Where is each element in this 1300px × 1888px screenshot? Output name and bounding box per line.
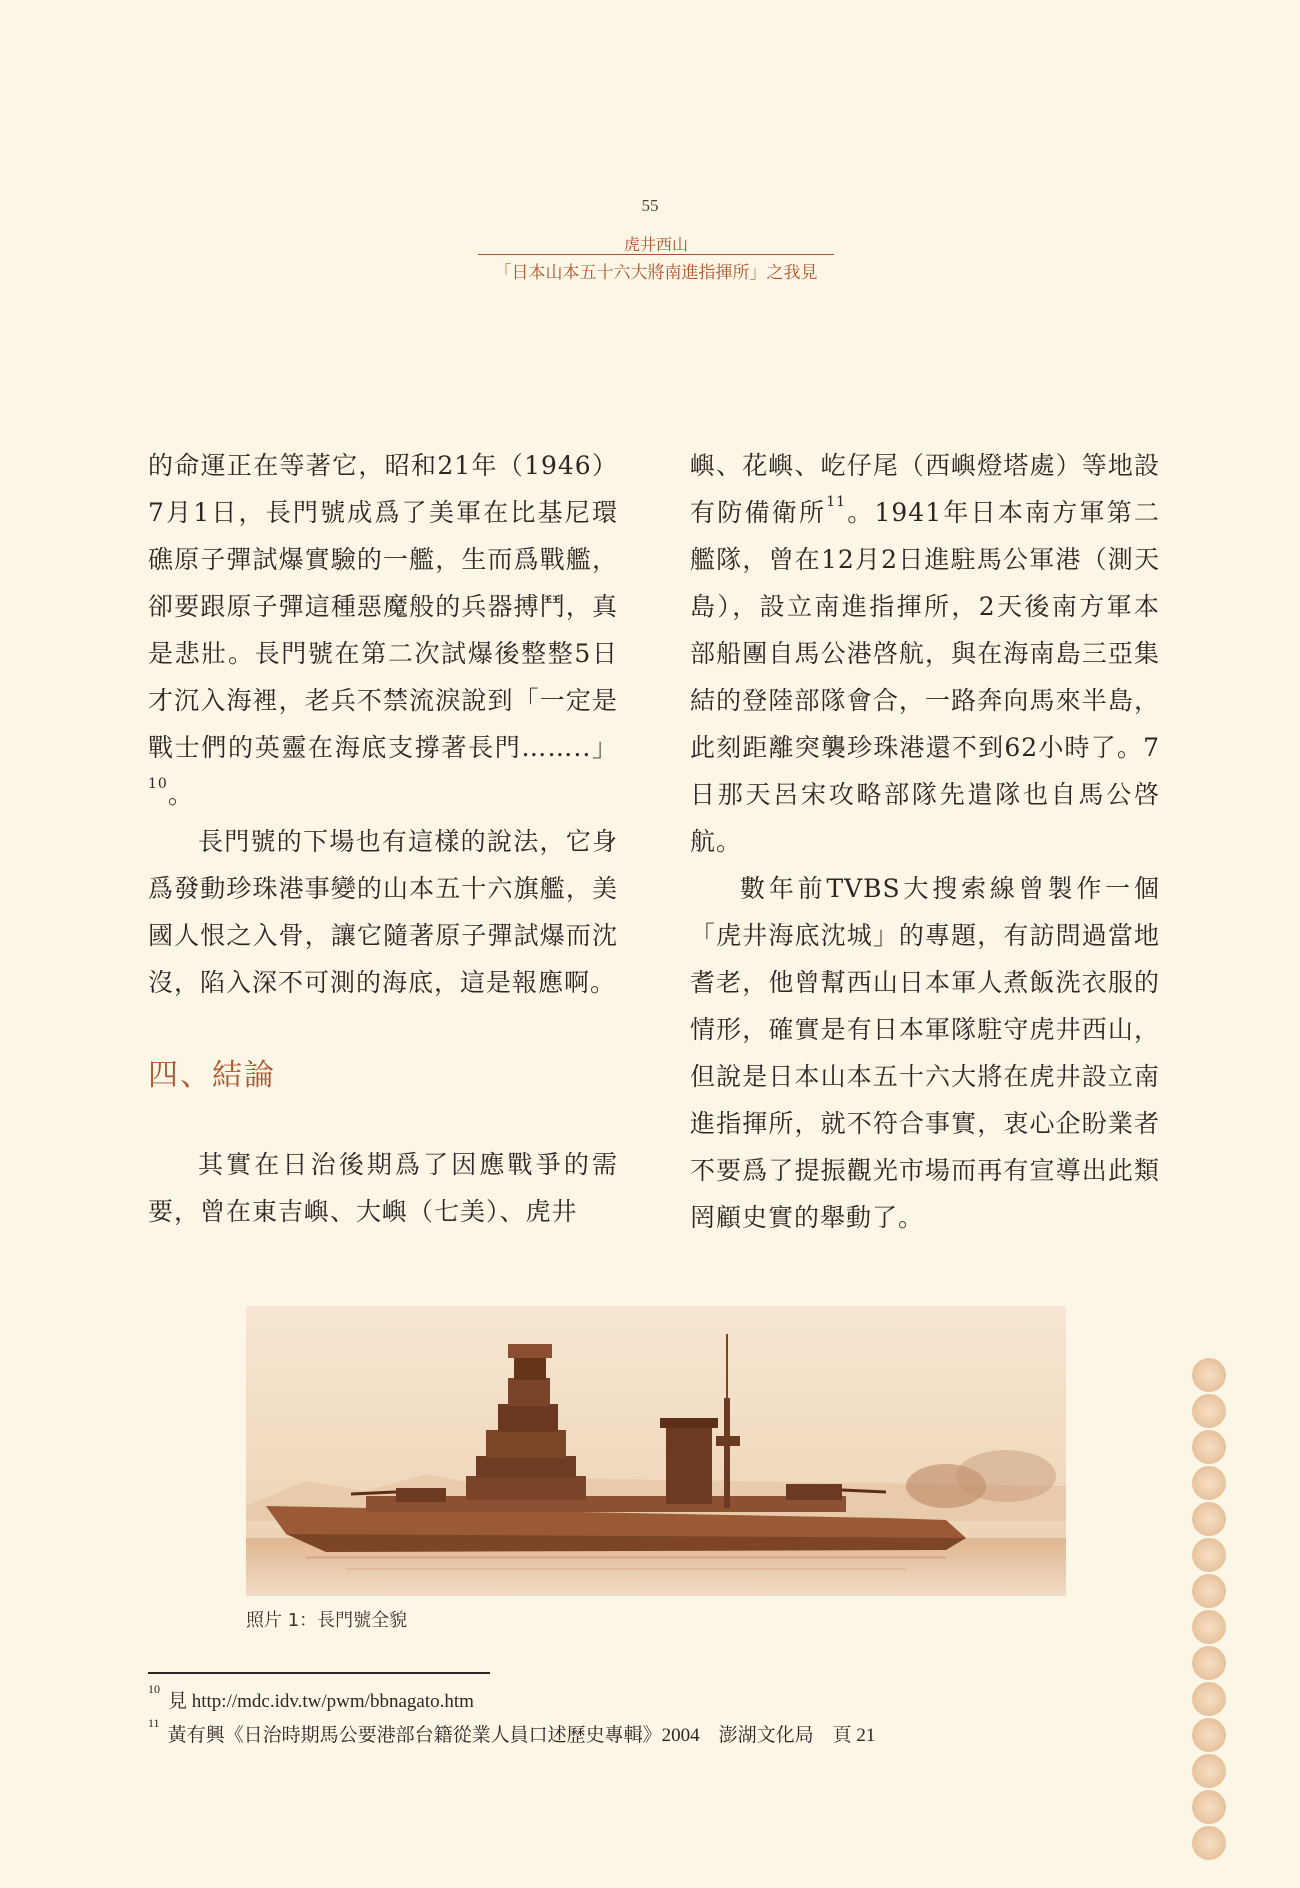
footnote-ref: 10 [148,775,168,792]
footnote-text: 見 http://mdc.idv.tw/pwm/bbnagato.htm [168,1691,474,1712]
ornament-icon [1192,1502,1226,1536]
ornament-icon [1192,1826,1226,1860]
photo-caption: 照片 1：長門號全貌 [246,1610,408,1631]
paragraph: 其實在日治後期爲了因應戰爭的需要，曾在東吉嶼、大嶼（七美）、虎井 [148,1150,618,1226]
right-column [690,442,1160,1241]
footnote [148,1681,474,1713]
footnote-text: 黃有興《日治時期馬公要港部台籍從業人員口述歷史專輯》2004 澎湖文化局 頁 21 [167,1725,876,1746]
paragraph: 長門號的下場也有這樣的說法，它身爲發動珍珠港事變的山本五十六旗艦，美國人恨之入骨，讓它隨著原子彈試爆而沈沒，陷入深不可測的海底，這是報應啊。 [148,827,618,997]
paragraph [690,442,1160,865]
footnote [148,1715,876,1747]
page-number: 55 [641,196,659,215]
ornament-icon [1192,1754,1226,1788]
paragraph [148,442,618,818]
paragraph-text: 的命運正在等著它，昭和21年（1946）7月1日，長門號成爲了美軍在比基尼環礁原子彈試爆實驗的一艦，生而爲戰艦，卻要跟原子彈這種惡魔般的兵器搏鬥，真是悲壯。長門號在第二次試爆後整整5日才沉入海裡，老兵不禁流淚說到「一定是戰士們的英靈在海底支撐著長門……..」 [148,451,618,762]
footnote-number: 11 [148,1715,160,1730]
running-head-title: 虎井西山 [623,235,688,254]
paragraph-text: 。1941年日本南方軍第二艦隊，曾在12月2日進駐馬公軍港（測天島），設立南進指揮所，2天後南方軍本部船團自馬公港啓航，與在海南島三亞集結的登陸部隊會合，一路奔向馬來半島，此刻距離突襲珍珠港還不到62小時了。7日那天呂宋攻略部隊先遣隊也自馬公啓航。 [690,498,1160,856]
footnote-number: 10 [148,1681,160,1696]
battleship-photo [246,1306,1066,1596]
left-column [148,442,618,1235]
ornament-icon [1192,1718,1226,1752]
section-heading: 四、結論 [148,1058,276,1093]
paragraph-text: 。 [167,780,194,809]
ornament-icon [1192,1610,1226,1644]
running-head-subtitle: 「日本山本五十六大將南進指揮所」之我見 [494,263,818,283]
ornament-icon [1192,1466,1226,1500]
ornament-icon [1192,1394,1226,1428]
ornament-icon [1192,1574,1226,1608]
ornament-icon [1192,1358,1226,1392]
ornament-icon [1192,1538,1226,1572]
ornament-icon [1192,1682,1226,1716]
footnote-ref: 11 [826,493,847,510]
decorative-border [1192,1358,1228,1860]
paragraph: 數年前TVBS大搜索線曾製作一個「虎井海底沈城」的專題，有訪問過當地耆老，他曾幫西山日本軍人煮飯洗衣服的情形，確實是有日本軍隊駐守虎井西山，但說是日本山本五十六大將在虎井設立南進指揮所，就不符合事實，衷心企盼業者不要爲了提振觀光市場而再有宣導出此類罔顧史實的舉動了。 [690,874,1160,1232]
ornament-icon [1192,1430,1226,1464]
running-head-rule [478,254,834,255]
footnote-divider [148,1672,490,1674]
paragraph-text: 嶼、花嶼、屹仔尾（西嶼燈塔處）等地設有防備衛所 [690,451,1160,527]
ornament-icon [1192,1790,1226,1824]
ornament-icon [1192,1646,1226,1680]
